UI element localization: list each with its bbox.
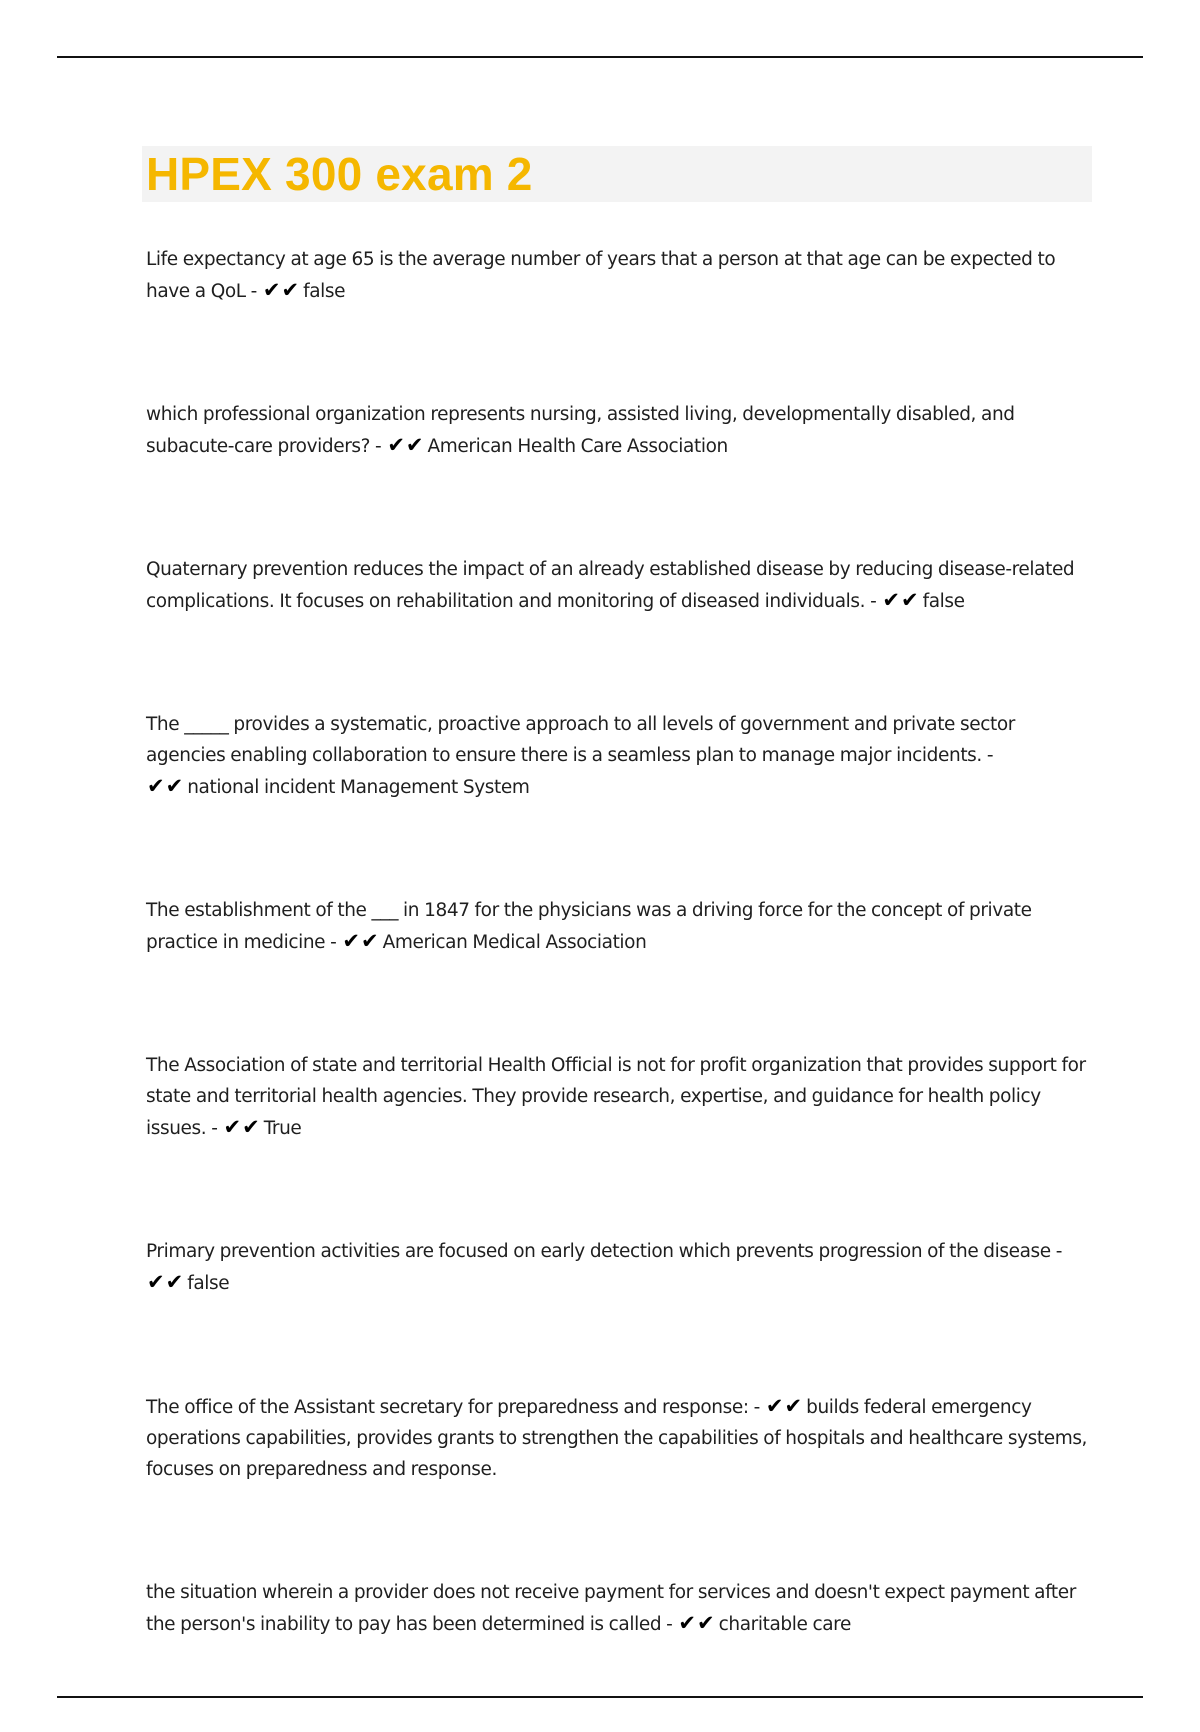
header-rule — [57, 56, 1143, 58]
qa-item — [146, 1577, 1092, 1640]
answer-text: builds federal emergency operations capabilities, provides grants to strengthen the capabilities of hospitals and healthcare systems, focuses on preparedness and response. — [146, 1397, 1088, 1480]
question-text: Life expectancy at age 65 is the average number of years that a person at that age can be expected to have a QoL - — [146, 249, 1056, 302]
answer-text: American Medical Association — [382, 932, 647, 953]
qa-item — [146, 895, 1092, 958]
qa-item — [146, 1236, 1092, 1299]
double-check-icon: ✔✔ — [147, 774, 185, 798]
double-check-icon: ✔✔ — [262, 278, 301, 302]
answer-text: True — [263, 1118, 302, 1139]
answer-text: false — [922, 591, 965, 612]
qa-item — [146, 399, 1092, 462]
double-check-icon: ✔✔ — [387, 433, 425, 457]
question-text: The office of the Assistant secretary for preparedness and response: - — [146, 1397, 760, 1418]
answer-text: national incident Management System — [187, 777, 530, 798]
double-check-icon: ✔✔ — [765, 1394, 804, 1418]
title-band — [142, 146, 1092, 202]
document-title: HPEX 300 exam 2 — [146, 148, 533, 200]
double-check-icon: ✔✔ — [678, 1611, 716, 1635]
double-check-icon: ✔✔ — [147, 1270, 185, 1294]
question-text: The _____ provides a systematic, proactive approach to all levels of government and private sector agencies enabling collaboration to ensure there is a seamless plan to manage major incidents. - — [146, 714, 1015, 766]
question-answer-list — [146, 244, 1092, 1732]
question-text: the situation wherein a provider does not receive payment for services and doesn't expect payment after the person's inability to pay has been determined is called - — [146, 1582, 1076, 1635]
double-check-icon: ✔✔ — [223, 1115, 261, 1139]
question-text: The establishment of the ___ in 1847 for the physicians was a driving force for the concept of private practice in medicine - — [146, 900, 1032, 953]
question-text: Quaternary prevention reduces the impact of an already established disease by reducing disease-related complications. It focuses on rehabilitation and monitoring of diseased individuals. - — [146, 559, 1075, 612]
double-check-icon: ✔✔ — [882, 588, 920, 612]
answer-text: false — [187, 1273, 230, 1294]
question-text: Primary prevention activities are focused on early detection which prevents progression of the disease - — [146, 1241, 1063, 1262]
answer-text: charitable care — [718, 1614, 851, 1635]
question-text: The Association of state and territorial Health Official is not for profit organization that provides support for state and territorial health agencies. They provide research, expertise, and guidance for health policy issues. - — [146, 1055, 1086, 1139]
qa-item — [146, 1391, 1092, 1485]
qa-item — [146, 709, 1092, 803]
answer-text: false — [303, 281, 346, 302]
footer-rule — [57, 1696, 1143, 1698]
question-text: which professional organization represents nursing, assisted living, developmentally disabled, and subacute-care providers? - — [146, 404, 1015, 457]
answer-text: American Health Care Association — [427, 436, 728, 457]
qa-item — [146, 244, 1092, 307]
qa-item — [146, 554, 1092, 617]
qa-item — [146, 1050, 1092, 1144]
double-check-icon: ✔✔ — [342, 929, 380, 953]
